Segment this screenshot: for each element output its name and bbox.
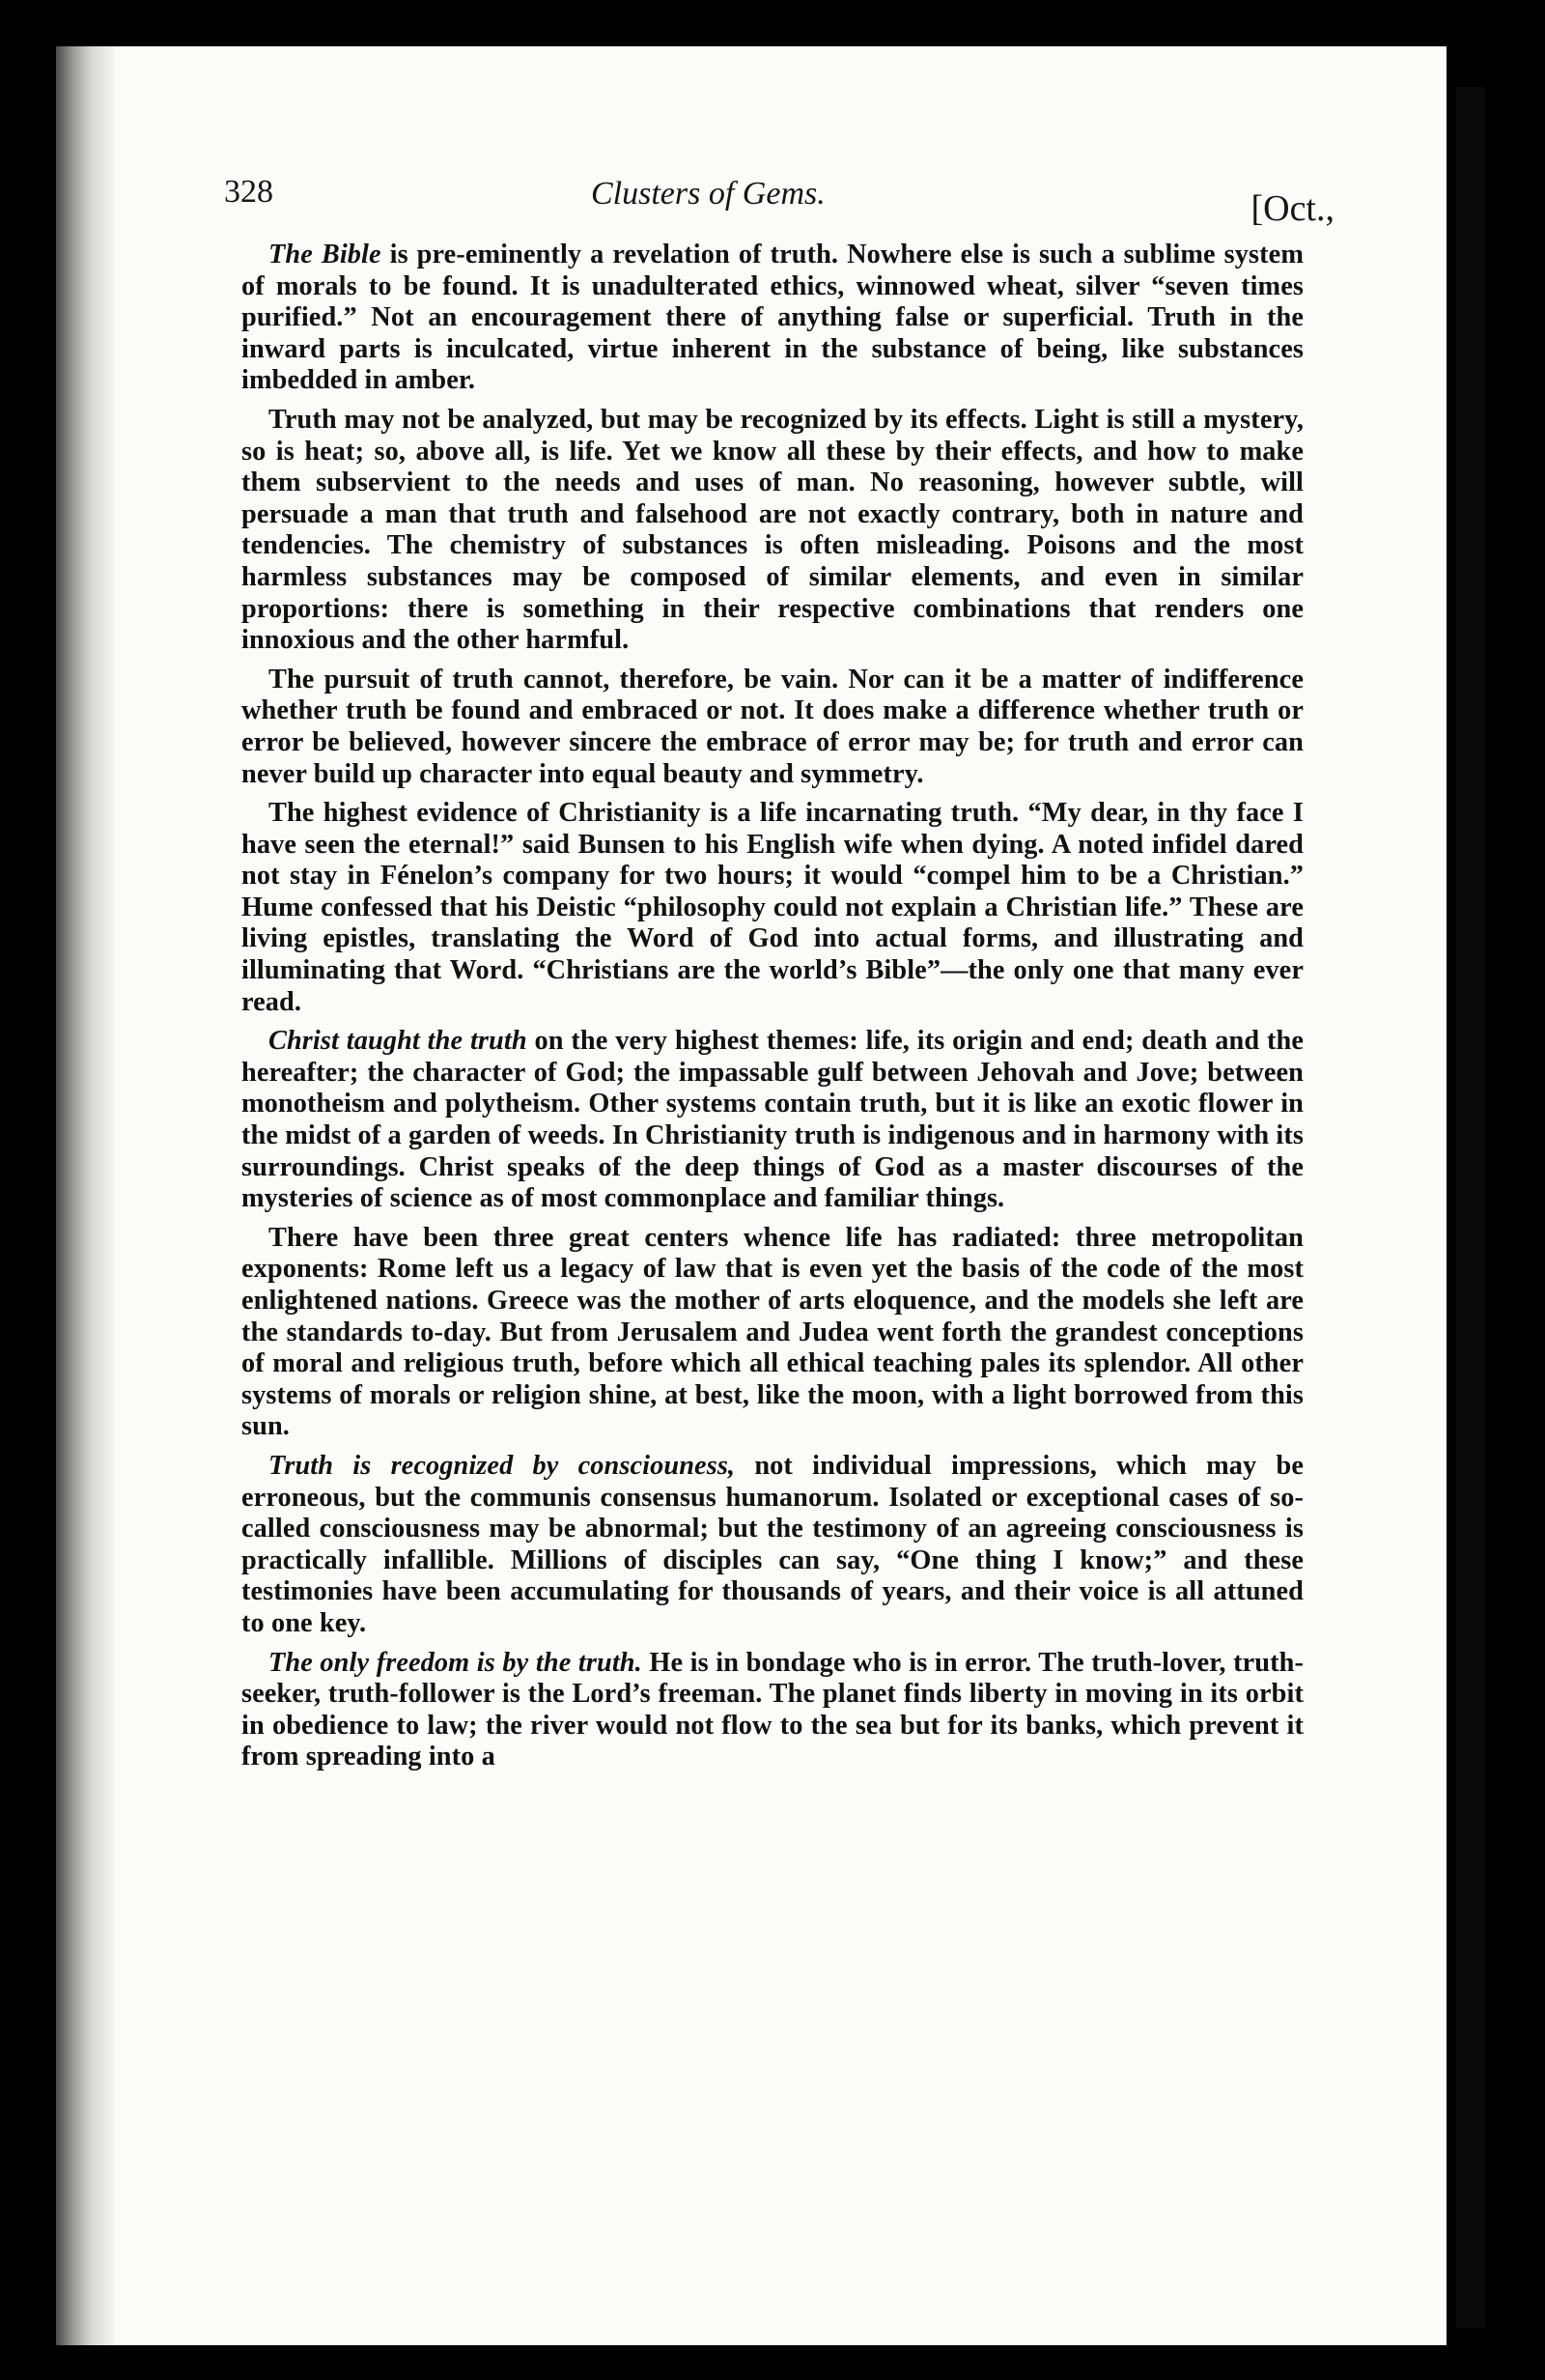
paragraph-text: The highest evidence of Christianity is a life incarnating truth. “My dear, in thy face I have seen the eternal!” said Bunsen to his English wife when dying. A noted infidel dared not stay in Fénelon’s company for two hours; it would “compel him to be a Christian.” Hume confessed that his Deistic “philosophy could not explain a Christian life.” These are living epistles, translating the Word of God into actual forms, and illustrating and illuminating that Word. “Christians are the world’s Bible”—the only one that many ever read. (241, 798, 1304, 1017)
paragraph-consciousness (241, 1451, 1304, 1640)
page-edge-shadow (1456, 87, 1485, 2328)
paragraph-lead: Christ taught the truth (268, 1026, 527, 1057)
paragraph-lead: Truth is recognized by consciouness, (268, 1450, 736, 1481)
paragraph-three-centers (241, 1223, 1304, 1443)
paragraph-text: Truth may not be analyzed, but may be recognized by its effects. Light is still a mystery, so is heat; so, above all, is life. Yet we know all these by their effects, and how to make them subservient to the needs and uses of man. No reasoning, however subtle, will persuade a man that truth and falsehood are not exactly contrary, both in nature and tendencies. The chemistry of substances is often misleading. Poisons and the most harmless substances may be composed of similar elements, and even in similar proportions: there is something in their respective combinations that renders one innoxious and the other harmful. (241, 404, 1304, 656)
paragraph-text: There have been three great centers whence life has radiated: three metropolitan exponents: Rome left us a legacy of law that is even yet the basis of the code of the most enlightened nations. Greece was the mother of arts eloquence, and the models she left are the standards to-day. But from Jerusalem and Judea went forth the grandest conceptions of moral and religious truth, before which all ethical teaching pales its splendor. All other systems of morals or religion shine, at best, like the moon, with a light borrowed from this sun. (241, 1222, 1304, 1442)
paragraph-text: on the very highest themes: life, its origin and end; death and the hereafter; the character of God; the impassable gulf between Jehovah and Jove; between monotheism and polytheism. Other systems contain truth, but it is like an exotic flower in the midst of a garden of weeds. In Christianity truth is indigenous and in harmony with its surroundings. Christ speaks of the deep things of God as a master discourses of the mysteries of science as of most commonplace and familiar things. (241, 1026, 1304, 1214)
paragraph-text: The pursuit of truth cannot, therefore, be vain. Nor can it be a matter of indifference whether truth be found and embraced or not. It does make a difference whether truth or error be believed, however sincere the embrace of error may be; for truth and error can never build up character into equal beauty and symmetry. (241, 664, 1304, 789)
running-title: Clusters of Gems. (591, 176, 826, 212)
paragraph-lead: The Bible (268, 240, 381, 269)
month-marker: [Oct., (1250, 188, 1334, 229)
paragraph-text: is pre-eminently a revelation of truth. Nowhere else is such a sublime system of morals to be found. It is unadulterated ethics, winnowed wheat, silver “seven times purified.” Not an encouragement there of anything false or superficial. Truth in the inward parts is inculcated, virtue inherent in the substance of being, like substances imbedded in amber. (241, 240, 1304, 396)
page-header (224, 174, 1334, 241)
page-number: 328 (224, 174, 273, 210)
paragraph-text: He is in bondage who is in error. The truth-lover, truth-seeker, truth-follower is the Lord’s freeman. The planet finds liberty in moving in its orbit in obedience to law; the river would not flow to the sea but for its banks, which prevent it from spreading into a (241, 1647, 1304, 1772)
paragraph-truth-analyzed (241, 405, 1304, 657)
body-text (241, 240, 1304, 1781)
paragraph-pursuit-of-truth (241, 665, 1304, 790)
paragraph-text: not individual impressions, which may be erroneous, but the communis consensus humanorum. Isolated or exceptional cases of so-called consciousness may be abnormal; but the testimony of an agreeing consciousness is practically infallible. Millions of disciples can say, “One thing I know;” and these testimonies have been accumulating for thousands of years, and their voice is all attuned to one key. (241, 1450, 1304, 1638)
paragraph-bible (241, 240, 1304, 397)
paragraph-highest-evidence (241, 798, 1304, 1018)
paragraph-lead: The only freedom is by the truth. (268, 1647, 642, 1678)
binding-gutter (56, 46, 114, 2345)
paragraph-christ-taught (241, 1026, 1304, 1215)
paragraph-only-freedom (241, 1648, 1304, 1773)
